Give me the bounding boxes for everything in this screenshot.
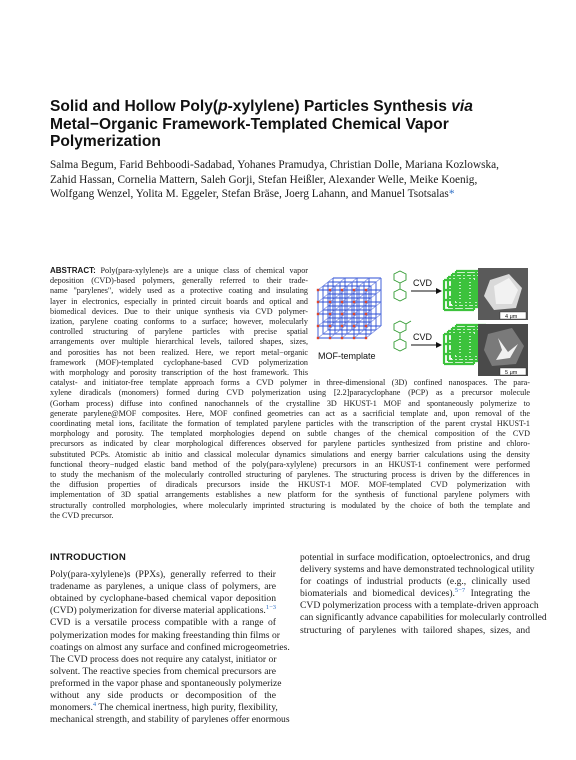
body-line [50,641,290,654]
abstract-line: with morphology and porosity transcription of the host framework. This [50,368,308,378]
author-line: Wolfgang Wenzel, Yolita M. Eggeler, Stefan Bräse, Joerg Lahann, and Manuel Tsotsalas [50,188,449,201]
toc-graphic-svg [312,266,530,380]
cvd-label: CVD [413,278,433,288]
body-text: solvent. The reactive species from chemical precursors are [50,665,276,677]
body-line [300,564,535,576]
mof-lattice [317,278,381,339]
article-title [50,98,530,151]
body-line [50,569,276,581]
body-text: for coatings of industrial products (e.g., clinically used [300,576,530,588]
intro-left-text [50,569,290,726]
body-text: monomers. [50,702,93,714]
abstract-line [50,266,308,276]
body-line [50,690,276,702]
cvd-label: CVD [413,332,433,342]
abstract-line: arrangements over multiple hierarchical levels, tailored shapes, sizes, [50,337,308,347]
author-line: Zahid Hassan, Cornelia Mattern, Saleh Gorji, Stefan Heißler, Alexander Welle, Meike Koenig, [50,173,478,186]
title-line-2: Metal−Organic Framework-Templated Chemical Vapor [50,115,449,133]
scale-bar-label: 5 μm [505,370,518,376]
body-text: structuring of parylenes with tailored shapes, sizes, and [300,624,530,636]
body-line [50,702,276,714]
abstract-line: controlled structuring of parylene particles with precise spatial [50,327,308,337]
body-text: coatings on almost any surface and confined microgeometries. [50,641,290,653]
abstract-line: ization, parylene coating conforms to a surface; however, molecularly [50,317,308,327]
abstract-line: name "parylenes", widely used as a protective coating and insulating [50,286,308,296]
body-text: without any side products or decomposition of the [50,690,276,702]
abstract-left-column [50,266,308,378]
abstract-line: catalyst- and initiator-free template approach forms a CVD polymer in three-dimensional (3D) confined nanospaces. The para- [50,378,530,388]
body-line [50,654,276,666]
reference-link[interactable]: 4 [92,700,97,708]
abstract-label: ABSTRACT: [50,266,96,275]
abstract-text: Poly(para-xylylene)s are a unique class of chemical vapor [95,266,308,275]
abstract-line: biomedical devices. Due to their unique synthesis via CVD polymer- [50,306,308,316]
author-list [50,158,540,202]
body-text: tradename as parylenes, a unique class of polymers, are [50,581,276,593]
body-line [300,576,530,588]
abstract-line: layer in electronics, especially in printed circuit boards and optical and [50,296,308,306]
abstract-line: (Gorham process) diffuse into confined nanochannels of the crystalline 3D HKUST-1 MOF and spontaneously polymerize to [50,398,530,408]
abstract-line: coordinating metal ions, facilitate the formation of templated parylene particles with the transcription of the parent crystal HKUST-1 [50,419,530,429]
precursor-molecule-icon [394,271,411,351]
body-text: obtained by cyclophane-based chemical vapor deposition [50,593,276,605]
abstract-line: the diffusion properties of diradicals precursors inside the HKUST-1 MOF. MOF-templated CVD polymerization with [50,480,530,490]
body-text: polymerization modes for making freestanding thin films or [50,629,280,641]
abstract-line: the CVD precursor. [50,510,114,520]
abstract-full-width [50,378,530,521]
title-text: Solid and Hollow Poly( [50,98,219,115]
body-line [50,617,276,629]
reference-link[interactable]: 1−3 [265,604,276,612]
abstract-line: substituted PCPs. Atomistic ab initio and classical molecular dynamics simulations and energy barrier calculations using the density [50,449,530,459]
corresponding-author-link[interactable]: * [448,188,455,201]
toc-graphic [312,266,530,380]
body-text: biomaterials and biomedical devices). [300,588,455,600]
body-text: preformed in the vapor phase and spontaneously polymerize [50,677,282,689]
intro-right-text [300,552,547,637]
title-text: -xylylene) Particles Synthesis [227,98,452,115]
body-line [300,625,530,637]
body-text: potential in surface modification, optoelectronics, and drug [300,552,530,563]
body-text: CVD is a versatile process compatible with a range of [50,617,276,629]
cvd-arrow-bottom [411,332,442,348]
body-line [50,593,276,605]
body-text: Integrating the [465,588,531,600]
body-line [50,629,280,642]
title-italic: p [218,98,228,115]
mof-template-label: MOF-template [318,351,376,361]
abstract-line: generate parylene@MOF composites. Here, MOF confined geometries can act as a sacrificial template and, upon removal of the [50,408,530,418]
abstract-line: deposition (CVD)-based polymers, generally referred to their trade- [50,276,308,286]
body-text: The CVD process does not require any catalyst, initiator or [50,653,277,665]
section-heading-introduction: INTRODUCTION [50,552,126,563]
body-line [50,605,276,617]
body-line [50,677,282,690]
body-line [300,588,530,600]
abstract-line: and porosities has not been realized. Here, we report metal−organic [50,347,308,357]
introduction-right-column [300,552,547,637]
abstract-line: functional theory−nudged elastic band method of the poly(para-xylylene) precursors in an HKUST-1 confinement were performed [50,459,530,469]
sem-image-bottom [478,324,528,376]
abstract-line: framework (MOF)-templated cyclophane-based CVD polymerization [50,357,308,367]
body-line [300,600,539,612]
sem-image-top [478,268,528,320]
body-line [50,581,276,593]
abstract-line: precursors as indicated by clear morphological differences observed for parylene particles synthesized from pristine and chloro- [50,439,530,449]
title-italic: via [451,98,473,115]
body-text: (CVD) polymerization for diverse material applications. [50,605,266,617]
body-line [50,666,276,678]
body-text: The chemical inertness, high purity, flexibility, [96,702,278,714]
author-line: Salma Begum, Farid Behboodi-Sadabad, Yohanes Pramudya, Christian Dolle, Mariana Kozlowska, [50,159,499,171]
reference-link[interactable]: 5−7 [454,587,466,595]
introduction-left-column [50,552,290,726]
body-text: mechanical strength, and stability of parylenes offer enormous [50,714,290,726]
scale-bar-label: 4 μm [505,314,518,320]
body-text: can significantly advance capabilities for molecularly controlled [300,612,547,624]
cvd-arrow-top [411,278,442,294]
abstract-line: to study the mechanism of the molecularly controlled structuring of parylenes. The structuring process is driven by the differences in [50,470,530,480]
body-text: CVD polymerization process with a template-driven approach [300,600,539,612]
body-line [300,552,530,564]
body-line [50,714,290,726]
title-line-3: Polymerization [50,133,161,150]
abstract-line: implementation of 3D spatial arrangements establishes a new platform for the synthesis of functional parylene polymers with [50,490,530,500]
body-text: delivery systems and have demonstrated technological utility [300,564,535,576]
abstract-line: structurally controlled morphologies, where molecularly imprinted structuring is modulated by the choice of both the template and [50,500,530,510]
abstract-line: morphology and porosity. The templated morphologies depend on subtle changes of the chemical composition of the CVD [50,429,530,439]
body-line [300,612,547,624]
abstract-line: xylene diradicals (monomers) formed during CVD polymerization using [2.2]paracyclophane (PCP) as a precursor molecule [50,388,530,398]
body-text: Poly(para-xylylene)s (PPXs), generally referred to their [50,569,276,581]
